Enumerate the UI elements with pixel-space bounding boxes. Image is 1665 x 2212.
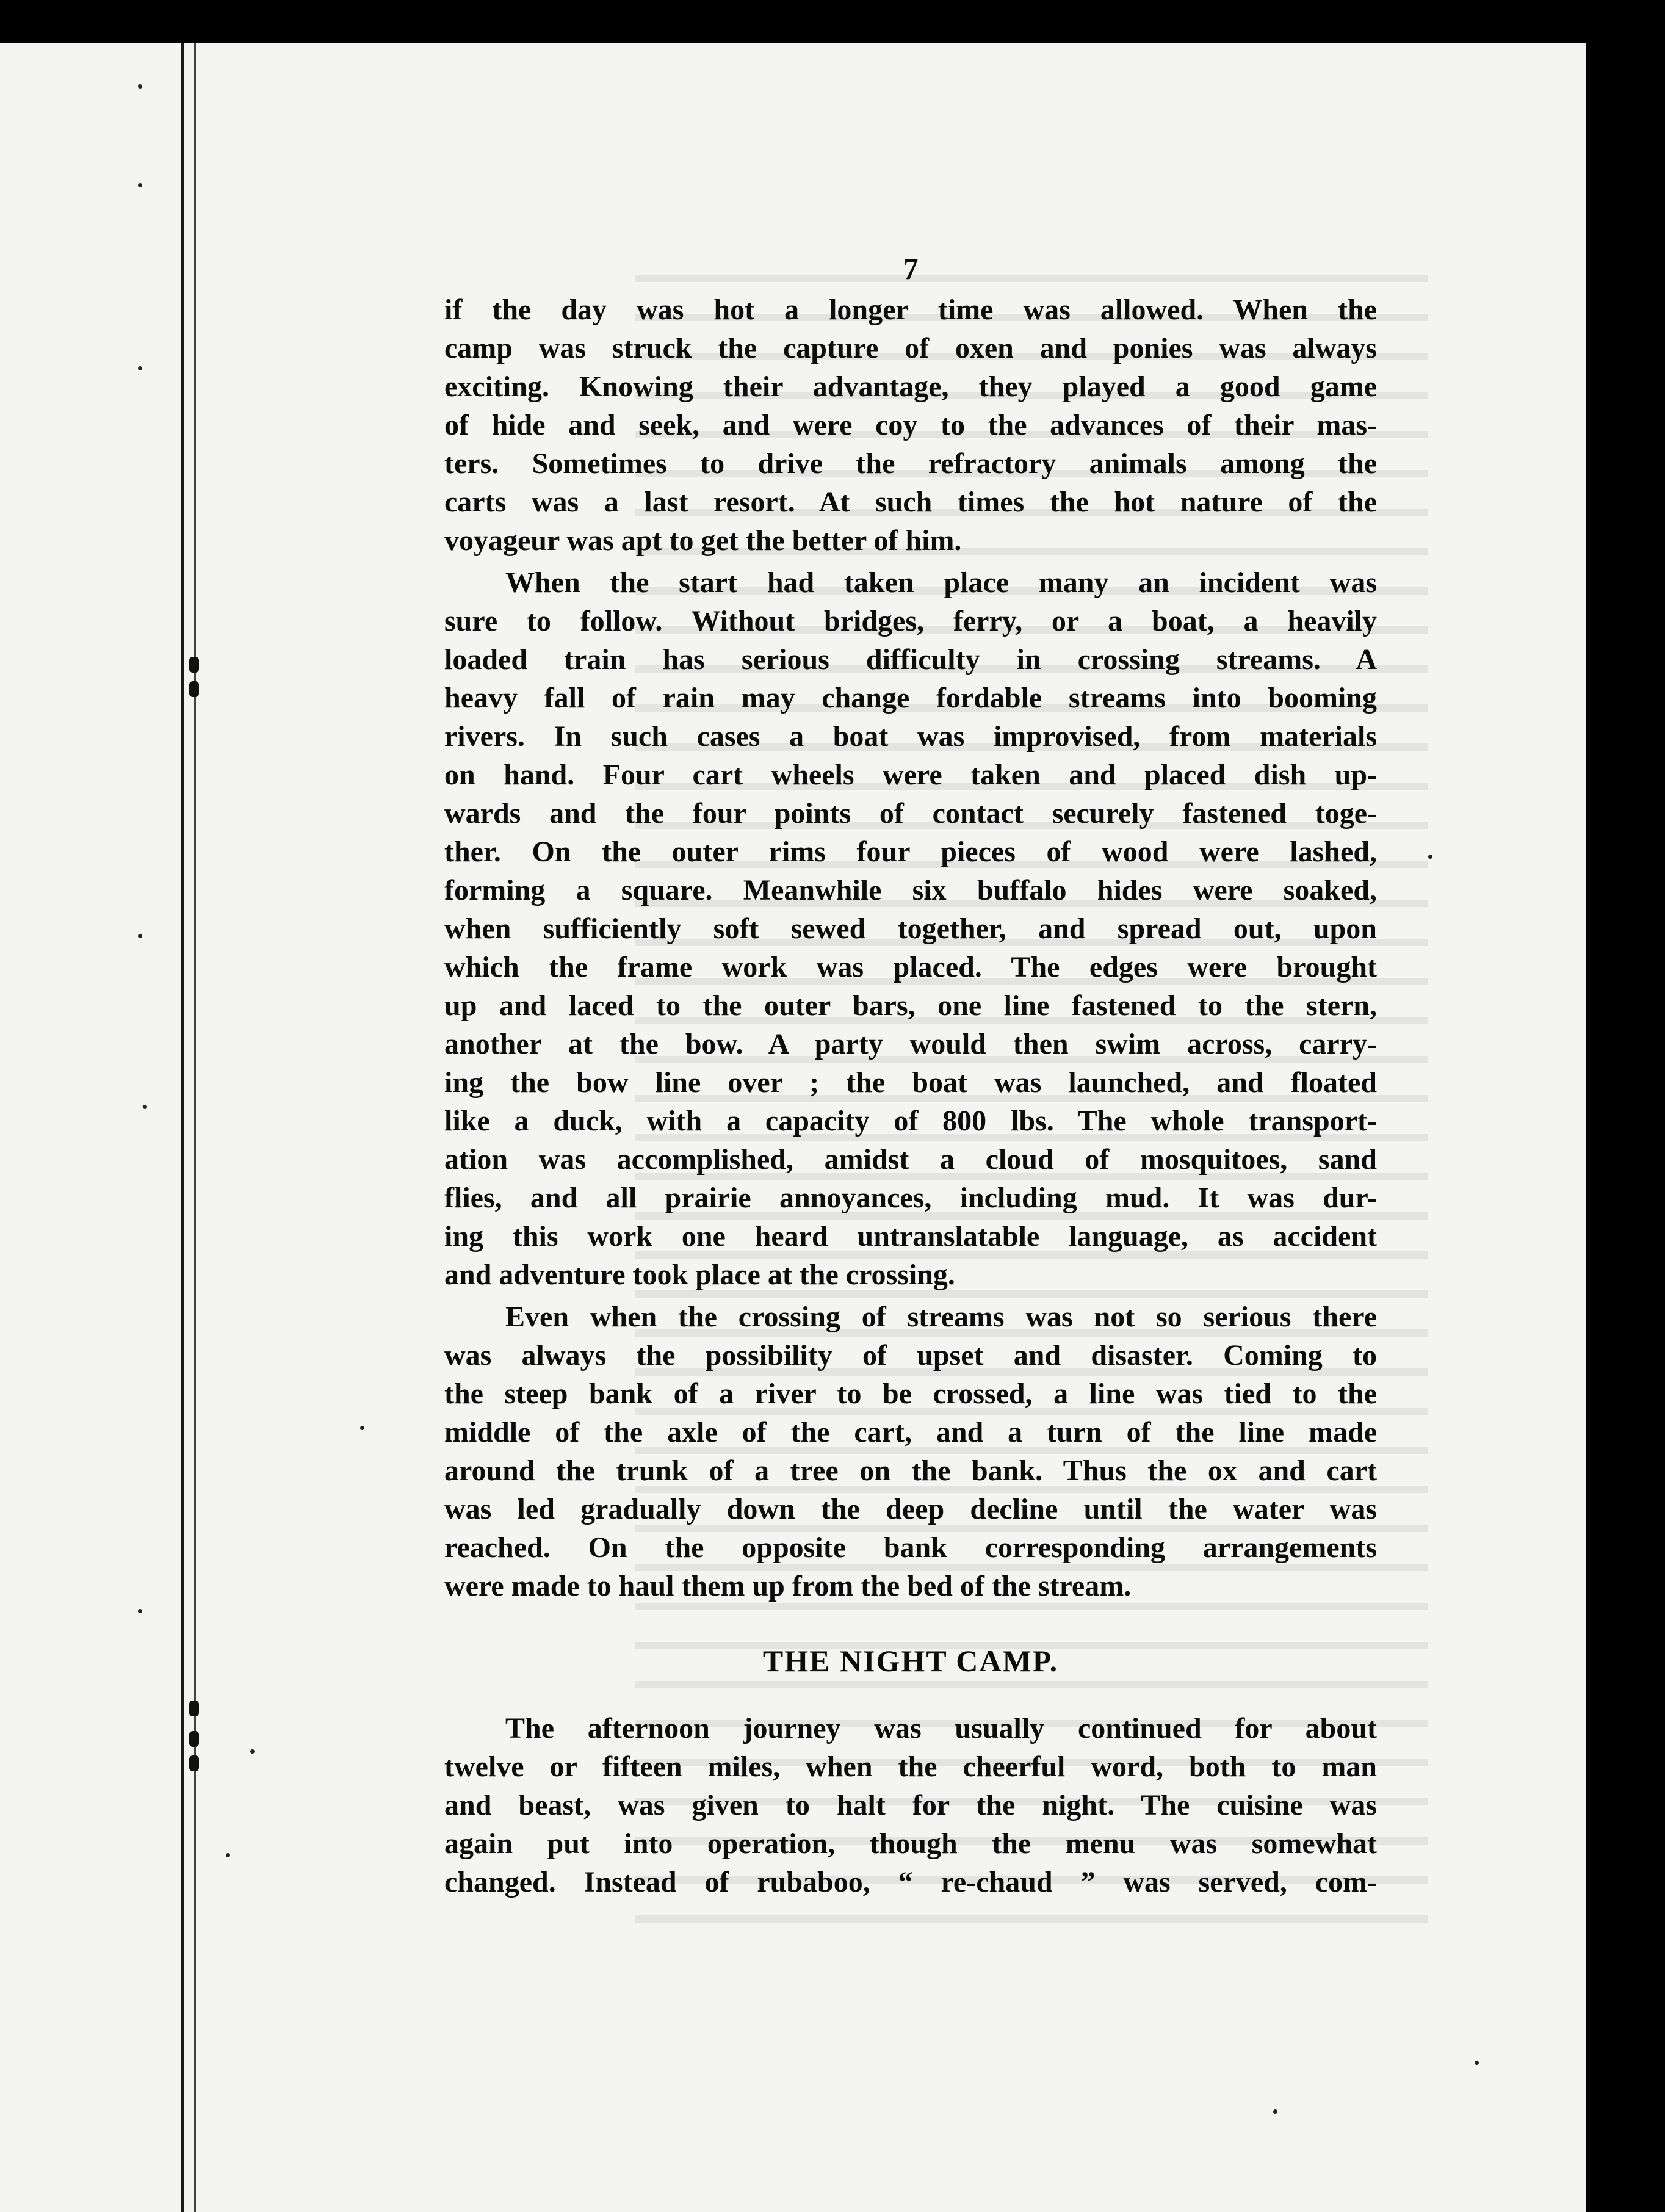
text-line: ters. Sometimes to drive the refractory animals among the — [444, 447, 1377, 480]
text-line: camp was struck the capture of oxen and ponies was always — [444, 332, 1377, 364]
scan-speck — [138, 934, 142, 938]
scan-speck — [1475, 2061, 1479, 2065]
binding-gutter-line — [181, 43, 184, 2212]
binding-hole-mark — [189, 681, 199, 697]
text-line: ther. On the outer rims four pieces of wood were lashed, — [444, 836, 1377, 868]
text-line: like a duck, with a capacity of 800 lbs. The whole transport- — [444, 1105, 1377, 1137]
binding-hole-mark — [189, 1731, 199, 1747]
binding-gutter-line-inner — [194, 43, 196, 2212]
text-line: rivers. In such cases a boat was improvised, from materials — [444, 720, 1377, 753]
section-heading: THE NIGHT CAMP. — [762, 1644, 1059, 1678]
text-line: up and laced to the outer bars, one line fastened to the stern, — [444, 989, 1377, 1022]
text-line: loaded train has serious difficulty in crossing streams. A — [444, 643, 1377, 676]
text-line: ing this work one heard untranslatable language, as accident — [444, 1220, 1377, 1252]
scan-speck — [138, 1609, 142, 1613]
text-line: wards and the four points of contact securely fastened toge- — [444, 797, 1377, 830]
paragraph-4 — [444, 1709, 1377, 1901]
text-line: heavy fall of rain may change fordable streams into booming — [444, 682, 1377, 714]
text-line: reached. On the opposite bank corresponding arrangements — [444, 1531, 1377, 1564]
text-line: when sufficiently soft sewed together, and spread out, upon — [444, 913, 1377, 945]
scan-speck — [138, 183, 142, 187]
text-line: carts was a last resort. At such times the hot nature of the — [444, 486, 1377, 518]
text-line: flies, and all prairie annoyances, including mud. It was dur- — [444, 1182, 1377, 1214]
text-line: Even when the crossing of streams was not so serious there — [505, 1301, 1377, 1333]
text-line: voyageur was apt to get the better of him. — [444, 524, 962, 557]
text-line: and beast, was given to halt for the night. The cuisine was — [444, 1789, 1377, 1821]
page-text-block — [444, 250, 1377, 1901]
text-line: on hand. Four cart wheels were taken and placed dish up- — [444, 759, 1377, 791]
paragraph-3 — [444, 1298, 1377, 1605]
scan-speck — [226, 1853, 230, 1857]
text-line: were made to haul them up from the bed of the stream. — [444, 1570, 1132, 1602]
binding-hole-mark — [189, 1701, 199, 1716]
page-number: 7 — [903, 251, 919, 286]
text-line: The afternoon journey was usually continued for about — [505, 1712, 1377, 1744]
text-line: When the start had taken place many an incident was — [505, 566, 1377, 599]
scan-speck — [250, 1749, 255, 1754]
text-line: around the trunk of a tree on the bank. Thus the ox and cart — [444, 1455, 1377, 1487]
text-line: which the frame work was placed. The edges were brought — [444, 951, 1377, 983]
text-line: exciting. Knowing their advantage, they played a good game — [444, 370, 1377, 403]
scan-speck — [360, 1426, 364, 1430]
scan-speck — [1428, 855, 1432, 859]
scan-speck — [138, 84, 142, 89]
text-line: sure to follow. Without bridges, ferry, or a boat, a heavily — [444, 605, 1377, 637]
text-line: another at the bow. A party would then swim across, carry- — [444, 1028, 1377, 1060]
paragraph-1 — [444, 291, 1377, 560]
scan-speck — [143, 1105, 147, 1109]
text-line: and adventure took place at the crossing. — [444, 1259, 955, 1291]
text-line: if the day was hot a longer time was allowed. When the — [444, 294, 1377, 326]
text-line: twelve or fifteen miles, when the cheerful word, both to man — [444, 1751, 1377, 1783]
scan-border-right — [1586, 43, 1665, 2212]
text-line: of hide and seek, and were coy to the advances of their mas- — [444, 409, 1377, 441]
text-line: forming a square. Meanwhile six buffalo hides were soaked, — [444, 874, 1377, 906]
binding-hole-mark — [189, 657, 199, 673]
scan-speck — [138, 366, 142, 370]
binding-hole-mark — [189, 1755, 199, 1771]
text-line: middle of the axle of the cart, and a turn of the line made — [444, 1416, 1377, 1448]
paragraph-2 — [444, 563, 1377, 1294]
text-line: ing the bow line over ; the boat was launched, and floated — [444, 1066, 1377, 1099]
text-line: the steep bank of a river to be crossed, a line was tied to the — [444, 1378, 1377, 1410]
text-line: was always the possibility of upset and disaster. Coming to — [444, 1339, 1377, 1372]
scan-speck — [1273, 2109, 1277, 2114]
text-line: changed. Instead of rubaboo, “ re-chaud ” was served, com- — [444, 1866, 1377, 1898]
text-line: again put into operation, though the menu was somewhat — [444, 1827, 1377, 1860]
text-line: was led gradually down the deep decline until the water was — [444, 1493, 1377, 1525]
scan-border-top — [0, 0, 1665, 43]
text-line: ation was accomplished, amidst a cloud of mosquitoes, sand — [444, 1143, 1377, 1176]
